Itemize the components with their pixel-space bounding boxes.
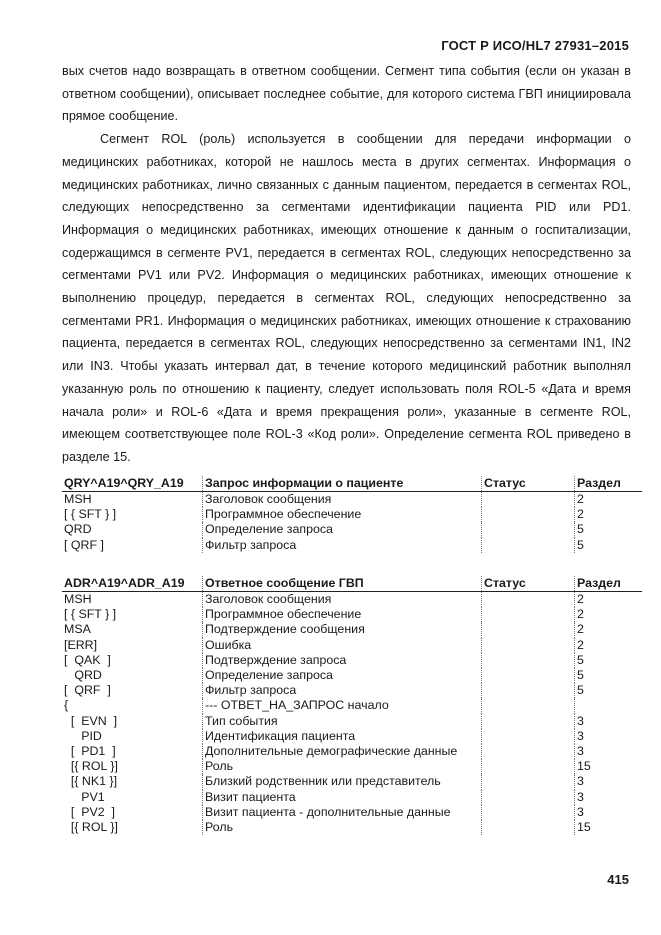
status-cell — [482, 729, 575, 744]
table-row — [62, 638, 642, 653]
segment-cell: PID — [62, 729, 203, 744]
section-cell: 3 — [577, 713, 584, 728]
table-row — [62, 507, 642, 522]
status-cell — [482, 638, 575, 653]
column-header-status: Статус — [482, 576, 575, 592]
segment-cell: [ { SFT } ] — [62, 607, 203, 622]
table-row — [62, 759, 642, 774]
status-cell — [482, 744, 575, 759]
segment-cell: QRD — [62, 668, 203, 683]
status-cell — [482, 492, 575, 508]
table-row — [62, 522, 642, 537]
section-cell: 2 — [577, 507, 584, 522]
section-cell: 5 — [577, 683, 584, 698]
segment-cell: [ QAK ] — [62, 653, 203, 668]
description-cell: Роль — [203, 820, 482, 835]
paragraph-1: вых счетов надо возвращать в ответном сообщении. Сегмент типа события (если он указан в ответном сообщении), описывает последнее событие, для которого система ГВП инициировала прямое сообщение. — [62, 64, 631, 124]
section-cell: 3 — [577, 804, 584, 819]
column-header-description: Ответное сообщение ГВП — [203, 576, 482, 592]
table-row — [62, 820, 642, 835]
description-cell: Роль — [203, 759, 482, 774]
description-cell: Визит пациента - дополнительные данные — [203, 805, 482, 820]
segment-cell: [{ ROL }] — [62, 820, 203, 835]
description-cell: --- ОТВЕТ_НА_ЗАПРОС начало — [203, 698, 482, 713]
column-header-message: QRY^A19^QRY_A19 — [62, 476, 203, 492]
section-cell: 2 — [577, 492, 584, 506]
section-cell: 15 — [577, 759, 591, 774]
segment-cell: [{ NK1 }] — [62, 774, 203, 789]
status-cell — [482, 538, 575, 553]
segment-cell: { — [62, 698, 203, 713]
table-row — [62, 729, 642, 744]
body-text — [62, 60, 631, 469]
status-cell — [482, 820, 575, 835]
description-cell: Определение запроса — [203, 522, 482, 537]
description-cell: Подтверждение сообщения — [203, 622, 482, 637]
description-cell: Заголовок сообщения — [203, 492, 482, 508]
section-cell: 3 — [577, 744, 584, 759]
section-cell: 5 — [577, 652, 584, 667]
status-cell — [482, 759, 575, 774]
table-row — [62, 744, 642, 759]
segment-cell: [ QRF ] — [62, 538, 203, 553]
description-cell: Идентификация пациента — [203, 729, 482, 744]
section-cell: 3 — [577, 789, 584, 804]
table-row — [62, 592, 642, 608]
segment-cell: [ { SFT } ] — [62, 507, 203, 522]
table-row — [62, 668, 642, 683]
description-cell: Близкий родственник или представитель — [203, 774, 482, 789]
table-header-row — [62, 476, 642, 492]
table-row — [62, 714, 642, 729]
segment-cell: MSH — [62, 492, 203, 508]
section-cell: 2 — [577, 607, 584, 622]
description-cell: Определение запроса — [203, 668, 482, 683]
description-cell: Тип события — [203, 714, 482, 729]
segment-cell: [ PD1 ] — [62, 744, 203, 759]
section-cell: 5 — [577, 537, 584, 552]
table-row — [62, 774, 642, 789]
segment-cell: MSA — [62, 622, 203, 637]
document-header: ГОСТ Р ИСО/HL7 27931–2015 — [441, 38, 629, 53]
column-header-message: ADR^A19^ADR_A19 — [62, 576, 203, 592]
paragraph-2: Сегмент ROL (роль) используется в сообщении для передачи информации о медицинских работниках, которой не нашлось места в других сегментах. Информация о медицинских работниках, лично связанных с данным пациентом, передается в сегментах ROL, следующих непосредственно за сегментами идентификации пациента PID или PD1. Информация о медицинских работниках, имеющих отношение к данным о госпитализации, содержащимся в сегменте PV1, передается в сегментах ROL, следующих непосредственно за сегментами PV1 или PV2. Информация о медицинских работниках, имеющих отношение к выполнению процедур, передается в сегментах ROL, следующих непосредственно за сегментами PR1. Информация о медицинских работниках, имеющих отношение к страхованию пациента, передается в сегментах ROL, следующих непосредственно за сегментами IN1, IN2 или IN3. Чтобы указать интервал дат, в течение которого медицинский работник выполнял указанную роль по отношению к пациенту, следует использовать поля ROL-5 «Дата и время начала роли» и ROL-6 «Дата и время прекращения роли», указанные в сегменте ROL, имеющем соответствующее поле ROL-3 «Код роли». Определение сегмента ROL приведено в разделе 15. — [62, 132, 631, 464]
adr-message-table — [62, 576, 642, 835]
description-cell: Программное обеспечение — [203, 507, 482, 522]
description-cell: Визит пациента — [203, 790, 482, 805]
status-cell — [482, 668, 575, 683]
status-cell — [482, 607, 575, 622]
segment-cell: MSH — [62, 592, 203, 608]
table-row — [62, 653, 642, 668]
table-row — [62, 805, 642, 820]
status-cell — [482, 714, 575, 729]
status-cell — [482, 698, 575, 713]
segment-cell: [{ ROL }] — [62, 759, 203, 774]
section-cell: 2 — [577, 622, 584, 637]
table-row — [62, 622, 642, 637]
section-cell: 5 — [577, 668, 584, 683]
section-cell: 2 — [577, 592, 584, 606]
section-cell: 3 — [577, 774, 584, 789]
status-cell — [482, 790, 575, 805]
description-cell: Подтверждение запроса — [203, 653, 482, 668]
segment-cell: [ PV2 ] — [62, 805, 203, 820]
column-header-section: Раздел — [575, 576, 643, 592]
description-cell: Заголовок сообщения — [203, 592, 482, 608]
table-row — [62, 607, 642, 622]
status-cell — [482, 622, 575, 637]
description-cell: Дополнительные демографические данные — [203, 744, 482, 759]
qry-message-table — [62, 476, 642, 553]
table-row — [62, 538, 642, 553]
segment-cell: QRD — [62, 522, 203, 537]
status-cell — [482, 774, 575, 789]
table-row — [62, 492, 642, 508]
table-row — [62, 698, 642, 713]
section-cell: 15 — [577, 820, 591, 835]
status-cell — [482, 522, 575, 537]
segment-cell: [ EVN ] — [62, 714, 203, 729]
table-header-row — [62, 576, 642, 592]
status-cell — [482, 507, 575, 522]
page-number: 415 — [607, 872, 629, 887]
section-cell: 3 — [577, 728, 584, 743]
status-cell — [482, 683, 575, 698]
column-header-status: Статус — [482, 476, 575, 492]
column-header-section: Раздел — [575, 476, 643, 492]
segment-cell: PV1 — [62, 790, 203, 805]
description-cell: Фильтр запроса — [203, 683, 482, 698]
table-row — [62, 790, 642, 805]
section-cell: 5 — [577, 522, 584, 537]
segment-cell: [ QRF ] — [62, 683, 203, 698]
description-cell: Программное обеспечение — [203, 607, 482, 622]
description-cell: Ошибка — [203, 638, 482, 653]
status-cell — [482, 592, 575, 608]
segment-cell: [ERR] — [62, 638, 203, 653]
description-cell: Фильтр запроса — [203, 538, 482, 553]
status-cell — [482, 805, 575, 820]
section-cell: 2 — [577, 637, 584, 652]
status-cell — [482, 653, 575, 668]
table-row — [62, 683, 642, 698]
column-header-description: Запрос информации о пациенте — [203, 476, 482, 492]
section-cell — [575, 698, 643, 713]
